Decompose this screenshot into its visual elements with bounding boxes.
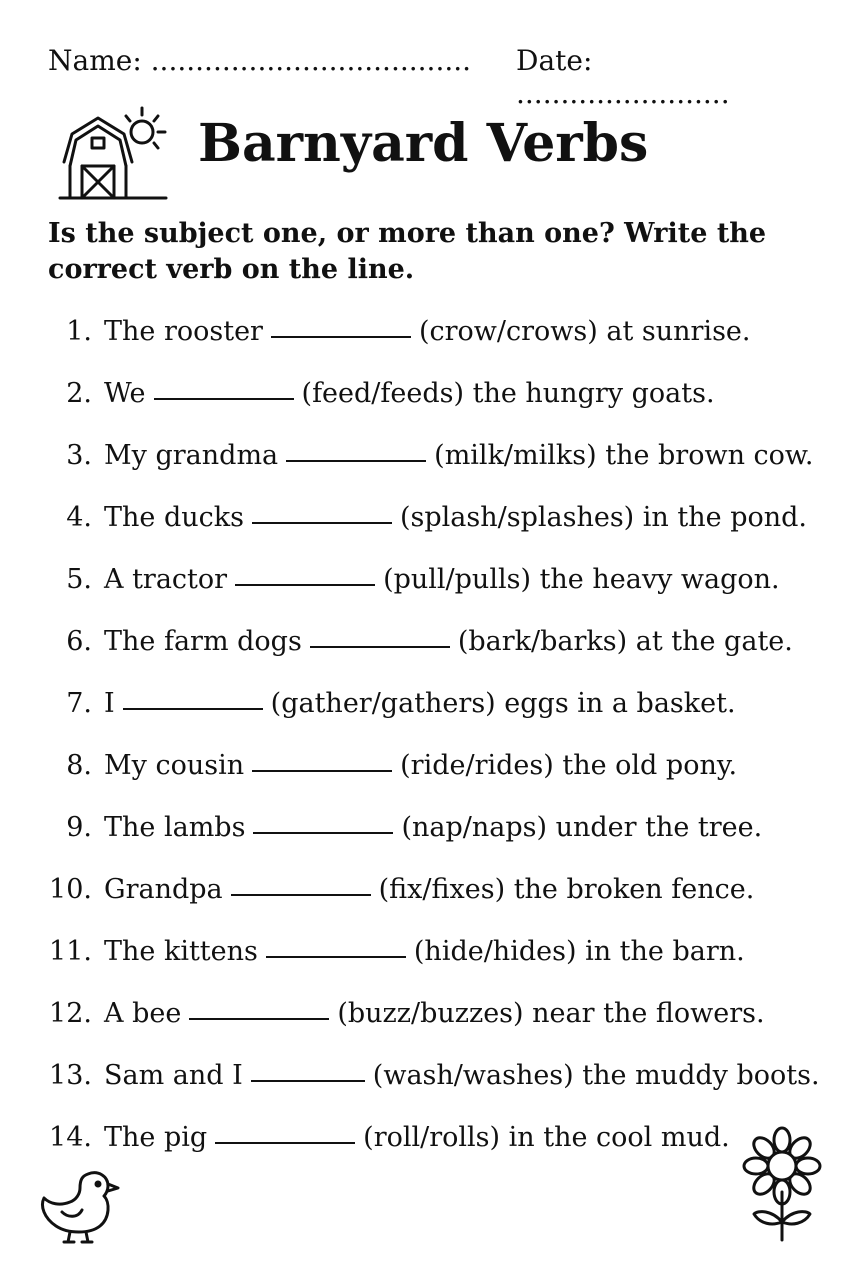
question-predicate: (milk/milks) the brown cow. <box>434 440 814 471</box>
question-subject: My grandma <box>104 440 279 471</box>
question-item <box>40 744 840 806</box>
question-subject: My cousin <box>104 750 245 781</box>
chick-icon <box>36 1160 122 1246</box>
question-subject: Sam and I <box>104 1060 243 1091</box>
question-item <box>40 558 840 620</box>
question-subject: The ducks <box>104 502 244 533</box>
question-subject: The lambs <box>104 812 246 843</box>
question-subject: A bee <box>104 998 182 1029</box>
header-fields <box>48 44 808 110</box>
question-predicate: (feed/feeds) the hungry goats. <box>301 378 715 409</box>
question-number: 6. <box>66 626 92 657</box>
instructions: Is the subject one, or more than one? Write the correct verb on the line. <box>48 218 767 285</box>
question-item <box>40 434 840 496</box>
question-number: 1. <box>66 316 92 347</box>
question-predicate: (gather/gathers) eggs in a basket. <box>270 688 736 719</box>
question-item <box>40 372 840 434</box>
answer-blank[interactable] <box>252 496 392 524</box>
question-number: 12. <box>49 998 92 1029</box>
question-subject: The farm dogs <box>104 626 302 657</box>
answer-blank[interactable] <box>266 930 406 958</box>
question-number: 10. <box>49 874 92 905</box>
barn-icon <box>58 104 170 202</box>
question-item <box>40 682 840 744</box>
question-predicate: (wash/washes) the muddy boots. <box>372 1060 820 1091</box>
question-number: 8. <box>66 750 92 781</box>
question-subject: Grandpa <box>104 874 223 905</box>
question-predicate: (buzz/buzzes) near the flowers. <box>337 998 765 1029</box>
question-predicate: (pull/pulls) the heavy wagon. <box>383 564 780 595</box>
question-item <box>40 1116 840 1178</box>
question-item <box>40 930 840 992</box>
page-title: Barnyard Verbs <box>198 113 649 174</box>
question-predicate: (hide/hides) in the barn. <box>413 936 745 967</box>
date-field[interactable]: Date: ........................ <box>516 44 730 110</box>
answer-blank[interactable] <box>286 434 426 462</box>
answer-blank[interactable] <box>123 682 263 710</box>
question-item <box>40 310 840 372</box>
question-number: 7. <box>66 688 92 719</box>
question-predicate: (bark/barks) at the gate. <box>457 626 793 657</box>
question-number: 5. <box>66 564 92 595</box>
question-predicate: (ride/rides) the old pony. <box>400 750 738 781</box>
question-number: 4. <box>66 502 92 533</box>
question-subject: I <box>104 688 115 719</box>
answer-blank[interactable] <box>253 806 393 834</box>
question-number: 2. <box>66 378 92 409</box>
question-number: 9. <box>66 812 92 843</box>
question-subject: The pig <box>104 1122 208 1153</box>
question-subject: We <box>104 378 146 409</box>
answer-blank[interactable] <box>235 558 375 586</box>
answer-blank[interactable] <box>252 744 392 772</box>
question-subject: The kittens <box>104 936 258 967</box>
question-predicate: (nap/naps) under the tree. <box>401 812 763 843</box>
answer-blank[interactable] <box>189 992 329 1020</box>
sunflower-icon <box>742 1126 822 1244</box>
question-number: 3. <box>66 440 92 471</box>
question-number: 13. <box>49 1060 92 1091</box>
question-predicate: (splash/splashes) in the pond. <box>399 502 808 533</box>
question-list <box>40 310 840 1178</box>
name-field[interactable]: Name: .................................... <box>48 44 472 77</box>
answer-blank[interactable] <box>251 1054 365 1082</box>
question-number: 14. <box>49 1122 92 1153</box>
answer-blank[interactable] <box>231 868 371 896</box>
question-item <box>40 868 840 930</box>
question-item <box>40 496 840 558</box>
answer-blank[interactable] <box>271 310 411 338</box>
question-item <box>40 620 840 682</box>
question-predicate: (crow/crows) at sunrise. <box>418 316 751 347</box>
question-item <box>40 992 840 1054</box>
question-predicate: (roll/rolls) in the cool mud. <box>363 1122 730 1153</box>
question-number: 11. <box>49 936 92 967</box>
question-item <box>40 1054 840 1116</box>
answer-blank[interactable] <box>310 620 450 648</box>
question-subject: A tractor <box>104 564 228 595</box>
answer-blank[interactable] <box>154 372 294 400</box>
question-item <box>40 806 840 868</box>
question-predicate: (fix/fixes) the broken fence. <box>378 874 755 905</box>
answer-blank[interactable] <box>215 1116 355 1144</box>
question-subject: The rooster <box>104 316 263 347</box>
